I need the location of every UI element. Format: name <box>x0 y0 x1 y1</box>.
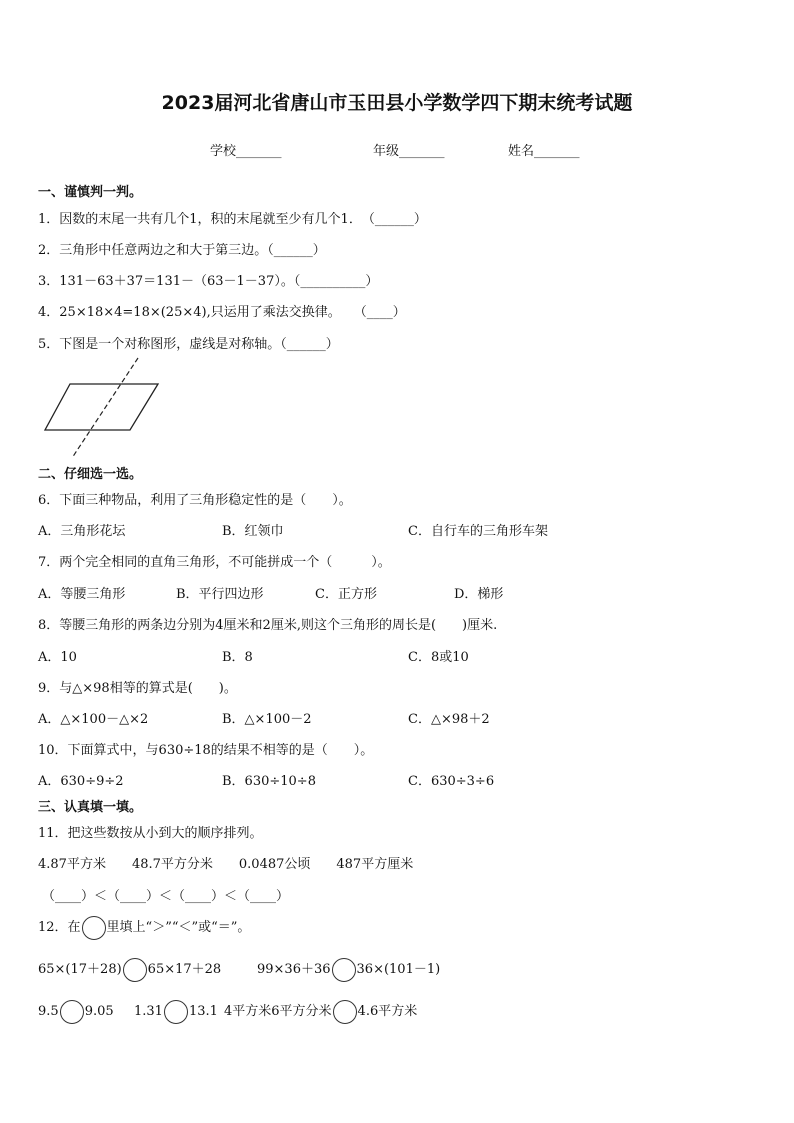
question-6: 6．下面三种物品，利用了三角形稳定性的是（ ）。 <box>38 493 352 508</box>
question-1: 1．因数的末尾一共有几个1，积的末尾就至少有几个1． （______） <box>38 212 427 227</box>
q9-option-b: B．△×100－2 <box>222 712 312 727</box>
q12-row-1 <box>38 957 221 983</box>
section-heading-1: 一、谨慎判一判。 <box>38 185 143 200</box>
section-heading-3: 三、认真填一填。 <box>38 800 143 815</box>
question-11: 11．把这些数按从小到大的顺序排列。 <box>38 826 263 841</box>
question-3: 3．131－63＋37＝131－（63－1－37）。（__________） <box>38 274 379 289</box>
q12-row-1-right <box>257 957 440 983</box>
q10-option-a: A．630÷9÷2 <box>38 774 124 789</box>
q12-expr-2d: 13.1 <box>188 1004 218 1019</box>
question-2: 2．三角形中任意两边之和大于第三边。（______） <box>38 243 326 258</box>
q9-option-a: A．△×100－△×2 <box>38 712 149 727</box>
question-9: 9．与△×98相等的算式是( )。 <box>38 681 237 696</box>
q12-expr-2c: 1.31 <box>134 1004 163 1019</box>
q12-suffix: 里填上“＞”“＜”或“＝”。 <box>106 920 251 935</box>
question-12 <box>38 915 250 941</box>
answer-circle-1[interactable] <box>123 958 147 982</box>
q6-option-c: C．自行车的三角形车架 <box>408 524 548 539</box>
q12-row-2-right <box>224 999 417 1025</box>
section-heading-2: 二、仔细选一选。 <box>38 467 143 482</box>
q12-expr-2a: 9.5 <box>38 1004 59 1019</box>
q12-expr-1b: 65×17＋28 <box>147 962 222 977</box>
name-field: 姓名_______ <box>508 144 580 159</box>
answer-circle-3[interactable] <box>60 1000 84 1024</box>
q12-expr-2b: 9.05 <box>84 1004 114 1019</box>
q6-option-a: A．三角形花坛 <box>38 524 126 539</box>
q7-option-c: C．正方形 <box>315 587 377 602</box>
q8-option-c: C．8或10 <box>408 650 469 665</box>
question-10: 10．下面算式中，与630÷18的结果不相等的是（ ）。 <box>38 743 374 758</box>
parallelogram-figure <box>40 356 165 460</box>
q7-option-b: B．平行四边形 <box>176 587 264 602</box>
page-title: 2023届河北省唐山市玉田县小学数学四下期末统考试题 <box>161 92 633 114</box>
q12-expr-1d: 36×(101－1) <box>356 962 441 977</box>
q12-expr-1a: 65×(17＋28) <box>38 962 122 977</box>
question-5: 5．下图是一个对称图形，虚线是对称轴。（______） <box>38 337 339 352</box>
q12-row-2-mid <box>134 999 218 1025</box>
q12-expr-2f: 4.6平方米 <box>357 1004 418 1019</box>
q6-option-b: B．红领巾 <box>222 524 284 539</box>
answer-circle-5[interactable] <box>333 1000 357 1024</box>
school-field: 学校_______ <box>210 144 282 159</box>
q12-expr-2e: 4平方米6平方分米 <box>224 1004 332 1019</box>
parallelogram-shape <box>45 384 158 430</box>
question-8: 8．等腰三角形的两条边分别为4厘米和2厘米,则这个三角形的周长是( )厘米. <box>38 618 498 633</box>
answer-circle-4[interactable] <box>164 1000 188 1024</box>
q12-prefix: 12．在 <box>38 920 81 935</box>
q11-blanks: （____）＜（____）＜（____）＜（____） <box>42 889 290 904</box>
q7-option-d: D．梯形 <box>454 587 504 602</box>
question-7: 7．两个完全相同的直角三角形，不可能拼成一个（ ）。 <box>38 555 391 570</box>
q10-option-b: B．630÷10÷8 <box>222 774 316 789</box>
q8-option-b: B．8 <box>222 650 253 665</box>
q8-option-a: A．10 <box>38 650 77 665</box>
q12-expr-1c: 99×36＋36 <box>257 962 331 977</box>
question-4: 4．25×18×4=18×(25×4),只运用了乘法交换律。 （____） <box>38 305 406 320</box>
answer-circle-2[interactable] <box>332 958 356 982</box>
grade-field: 年级_______ <box>373 144 445 159</box>
symmetry-axis-dashed <box>72 358 138 458</box>
q7-option-a: A．等腰三角形 <box>38 587 126 602</box>
q9-option-c: C．△×98＋2 <box>408 712 490 727</box>
q12-row-2 <box>38 999 114 1025</box>
compare-circle <box>82 916 106 940</box>
q10-option-c: C．630÷3÷6 <box>408 774 495 789</box>
q11-items: 4.87平方米 48.7平方分米 0.0487公顷 487平方厘米 <box>38 857 414 872</box>
